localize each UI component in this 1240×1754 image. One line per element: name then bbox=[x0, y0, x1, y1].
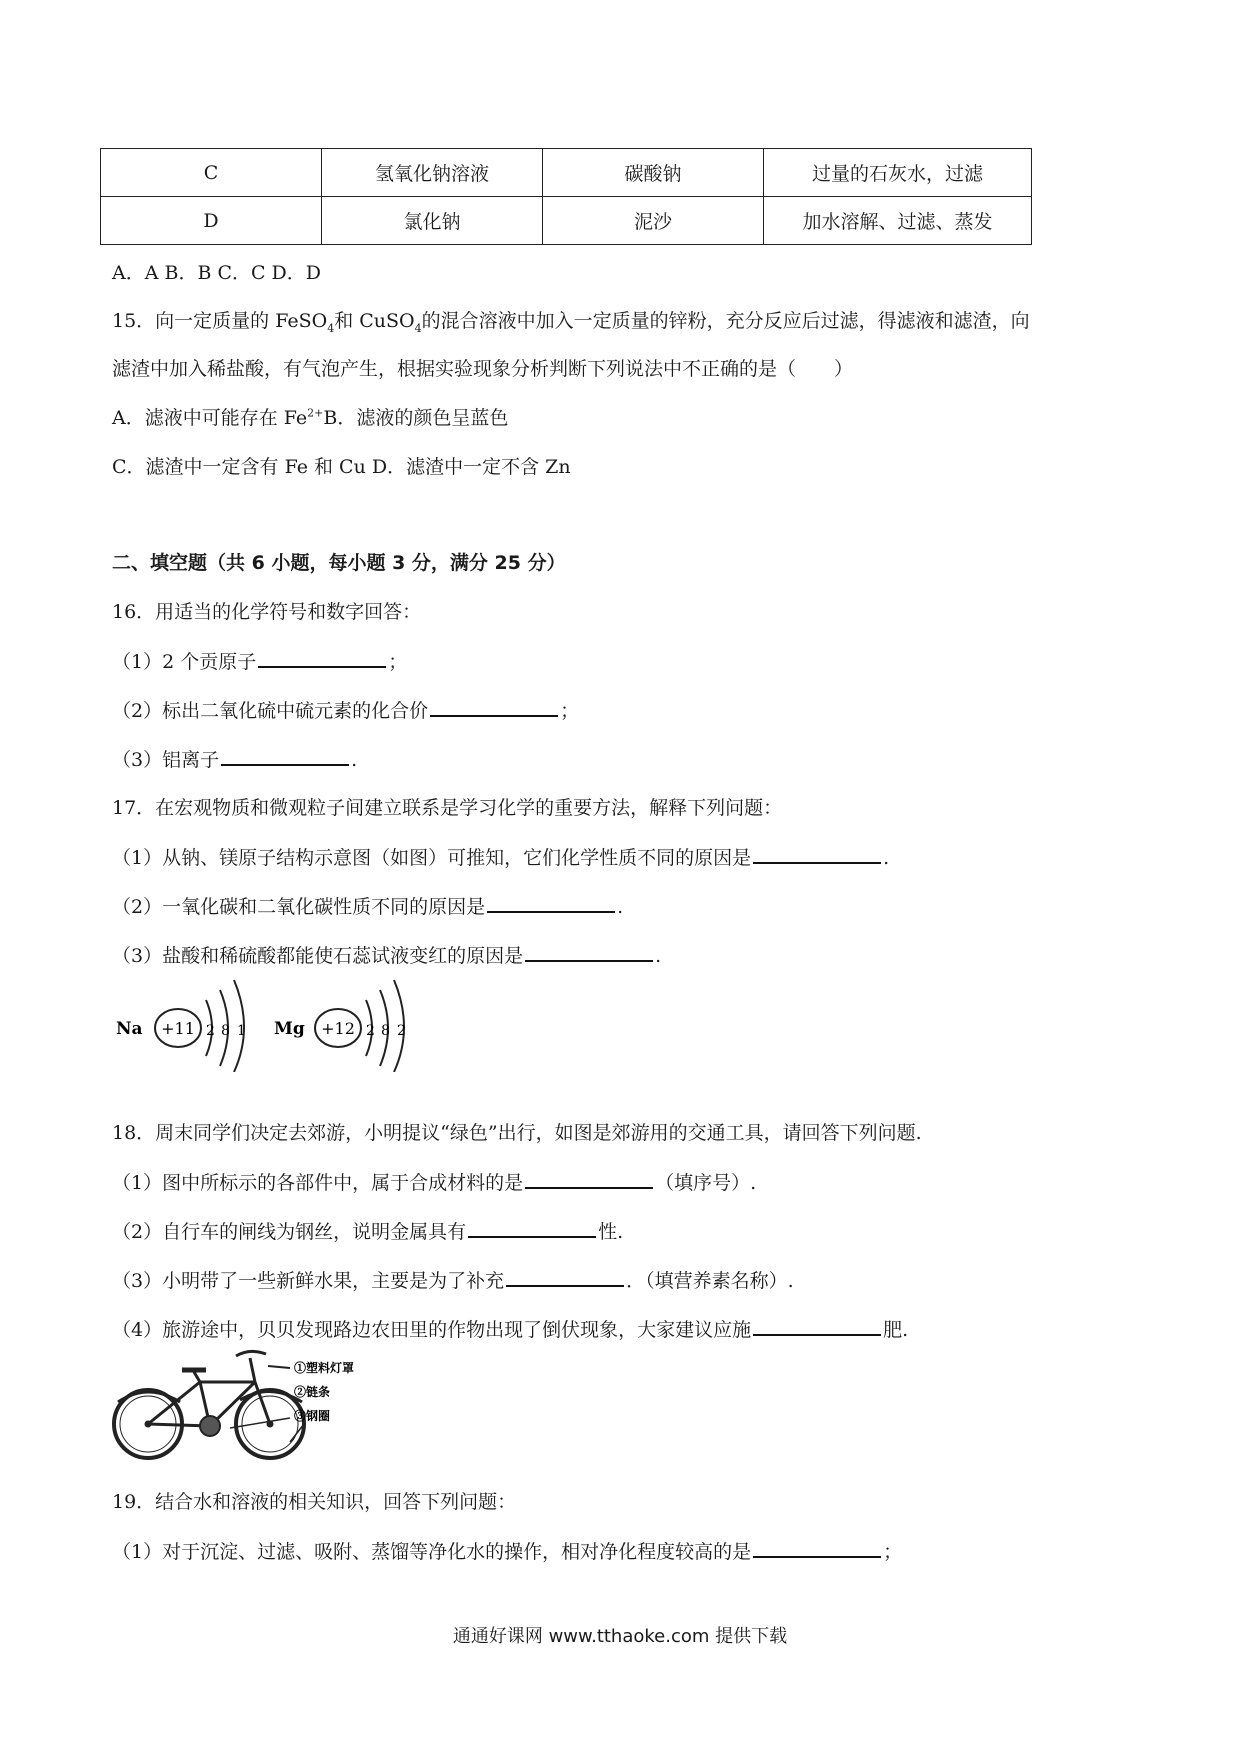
text: . bbox=[655, 945, 662, 967]
text: . bbox=[351, 749, 358, 771]
text: （3）盐酸和稀硫酸都能使石蕊试液变红的原因是 bbox=[112, 945, 524, 967]
q17-part1 bbox=[112, 842, 889, 870]
text: 和 CuSO bbox=[334, 310, 415, 332]
q19-part1 bbox=[112, 1536, 902, 1564]
q16-part3 bbox=[112, 744, 357, 772]
electron-count: 2 bbox=[206, 1023, 215, 1039]
table-row bbox=[101, 197, 1032, 245]
electron-count: 8 bbox=[221, 1023, 230, 1039]
q18-part2 bbox=[112, 1216, 623, 1244]
text: . bbox=[883, 847, 890, 869]
q15-stem-line2: 滤渣中加入稀盐酸，有气泡产生，根据实验现象分析判断下列说法中不正确的是（ ） bbox=[112, 358, 854, 380]
text: （2）一氧化碳和二氧化碳性质不同的原因是 bbox=[112, 896, 486, 918]
table-cell: 碳酸钠 bbox=[543, 149, 764, 197]
q15-options-cd: C．滤渣中一定含有 Fe 和 Cu D．滤渣中一定不含 Zn bbox=[112, 456, 571, 478]
q17-part3 bbox=[112, 940, 661, 968]
bicycle-label: ②链条 bbox=[294, 1385, 331, 1399]
text: . bbox=[617, 896, 624, 918]
text: ； bbox=[560, 700, 580, 722]
q19-stem: 19．结合水和溶液的相关知识，回答下列问题： bbox=[112, 1491, 517, 1513]
mg-nucleus-label: +12 bbox=[321, 1019, 355, 1038]
text: （1）2 个贡原子 bbox=[112, 651, 257, 673]
table-cell: D bbox=[101, 197, 322, 245]
text: ．（填营养素名称）. bbox=[626, 1270, 794, 1292]
atom-structure-figure bbox=[110, 972, 440, 1072]
text: 15．向一定质量的 FeSO bbox=[112, 310, 328, 332]
answer-blank[interactable] bbox=[753, 1536, 881, 1558]
subscript: 4 bbox=[327, 321, 335, 335]
table-cell: 泥沙 bbox=[543, 197, 764, 245]
na-nucleus-label: +11 bbox=[161, 1019, 195, 1038]
text: （4）旅游途中，贝贝发现路边农田里的作物出现了倒伏现象，大家建议应施 bbox=[112, 1319, 752, 1341]
table-row bbox=[101, 149, 1032, 197]
text: ； bbox=[883, 1541, 903, 1563]
q14-options: A．A B．B C．C D．D bbox=[112, 262, 322, 284]
bicycle-figure bbox=[110, 1342, 392, 1462]
answer-blank[interactable] bbox=[506, 1265, 624, 1287]
bicycle-label: ③钢圈 bbox=[294, 1409, 331, 1423]
text: （1）图中所标示的各部件中，属于合成材料的是 bbox=[112, 1172, 524, 1194]
page-footer: 通通好课网 www.tthaoke.com 提供下载 bbox=[452, 1626, 788, 1647]
q18-part1 bbox=[112, 1167, 756, 1195]
table-cell: 过量的石灰水，过滤 bbox=[764, 149, 1032, 197]
text: B．滤液的颜色呈蓝色 bbox=[323, 407, 509, 429]
text: （填序号）. bbox=[655, 1172, 757, 1194]
q15-options-ab bbox=[112, 403, 508, 430]
table-cell: 氢氧化钠溶液 bbox=[322, 149, 543, 197]
bicycle-icon bbox=[114, 1351, 304, 1458]
subscript: 4 bbox=[414, 321, 422, 335]
na-symbol: Na bbox=[116, 1019, 143, 1039]
mg-symbol: Mg bbox=[274, 1019, 305, 1039]
q18-stem: 18．周末同学们决定去郊游，小明提议“绿色”出行，如图是郊游用的交通工具，请回答下列问题. bbox=[112, 1122, 922, 1144]
answer-blank[interactable] bbox=[258, 646, 386, 668]
answer-blank[interactable] bbox=[525, 1167, 653, 1189]
q18-part4 bbox=[112, 1314, 908, 1342]
q17-part2 bbox=[112, 891, 623, 919]
answer-blank[interactable] bbox=[525, 940, 653, 962]
text: 肥. bbox=[883, 1319, 909, 1341]
answer-blank[interactable] bbox=[468, 1216, 596, 1238]
answer-blank[interactable] bbox=[221, 744, 349, 766]
text: （3）小明带了一些新鲜水果，主要是为了补充 bbox=[112, 1270, 505, 1292]
electron-count: 2 bbox=[397, 1023, 406, 1039]
text: （1）从钠、镁原子结构示意图（如图）可推知，它们化学性质不同的原因是 bbox=[112, 847, 752, 869]
text: 的混合溶液中加入一定质量的锌粉，充分反应后过滤，得滤液和滤渣，向 bbox=[421, 310, 1030, 332]
q17-stem: 17．在宏观物质和微观粒子间建立联系是学习化学的重要方法，解释下列问题： bbox=[112, 797, 783, 819]
bicycle-label: ①塑料灯罩 bbox=[294, 1361, 355, 1375]
answer-blank[interactable] bbox=[753, 842, 881, 864]
text: （2）标出二氧化硫中硫元素的化合价 bbox=[112, 700, 429, 722]
superscript: 2+ bbox=[307, 406, 324, 420]
table-cell: 加水溶解、过滤、蒸发 bbox=[764, 197, 1032, 245]
q15-stem-line1 bbox=[112, 306, 1030, 335]
text: （2）自行车的闸线为钢丝，说明金属具有 bbox=[112, 1221, 467, 1243]
electron-count: 8 bbox=[381, 1023, 390, 1039]
options-table bbox=[100, 148, 1032, 245]
answer-blank[interactable] bbox=[430, 695, 558, 717]
table-cell: C bbox=[101, 149, 322, 197]
text: （3）铝离子 bbox=[112, 749, 220, 771]
electron-count: 1 bbox=[237, 1023, 246, 1039]
electron-count: 2 bbox=[366, 1023, 375, 1039]
q16-part1 bbox=[112, 646, 407, 674]
text: （1）对于沉淀、过滤、吸附、蒸馏等净化水的操作，相对净化程度较高的是 bbox=[112, 1541, 752, 1563]
text: A．滤液中可能存在 Fe bbox=[112, 407, 308, 429]
text: ； bbox=[388, 651, 408, 673]
text: 性. bbox=[598, 1221, 624, 1243]
q16-part2 bbox=[112, 695, 579, 723]
q16-stem: 16．用适当的化学符号和数字回答： bbox=[112, 601, 422, 623]
table-cell: 氯化钠 bbox=[322, 197, 543, 245]
section-heading: 二、填空题（共 6 小题，每小题 3 分，满分 25 分） bbox=[112, 552, 566, 574]
answer-blank[interactable] bbox=[753, 1314, 881, 1336]
answer-blank[interactable] bbox=[487, 891, 615, 913]
q18-part3 bbox=[112, 1265, 794, 1293]
